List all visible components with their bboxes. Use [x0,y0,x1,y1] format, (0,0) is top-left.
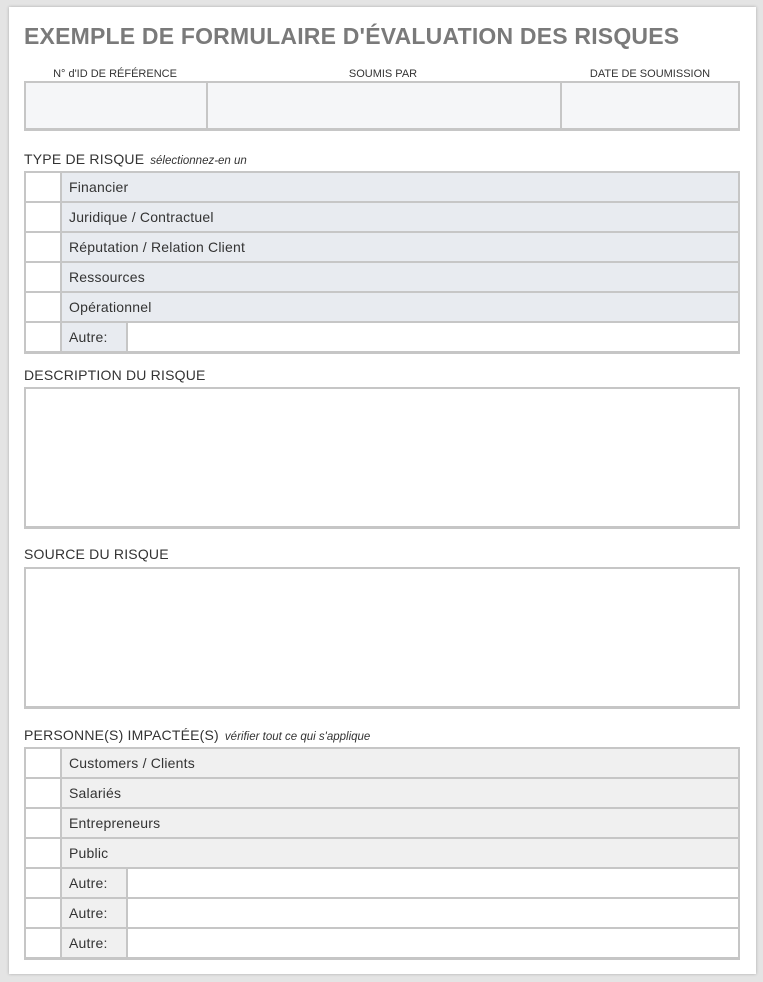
table-row [26,839,738,869]
submission-date-field[interactable] [562,83,738,128]
table-row [26,929,738,957]
table-row [26,869,738,899]
impacted-hint: vérifier tout ce qui s'applique [224,731,371,743]
risk-type-checkbox[interactable] [26,173,62,201]
risk-type-option: Ressources [62,263,738,291]
submitted-by-label: SOUMIS PAR [348,68,418,80]
risk-type-other-field[interactable] [128,323,738,351]
table-row [26,779,738,809]
impacted-other-label: Autre: [62,869,128,897]
impacted-checkbox[interactable] [26,809,62,837]
impacted-checkbox[interactable] [26,839,62,867]
impacted-checkbox[interactable] [26,779,62,807]
form-title: EXEMPLE DE FORMULAIRE D'ÉVALUATION DES RISQUES [24,23,680,49]
impacted-other-label: Autre: [62,899,128,927]
impacted-option: Salariés [62,779,738,807]
impacted-checkbox[interactable] [26,899,62,927]
risk-type-checkbox[interactable] [26,293,62,321]
impacted-option: Public [62,839,738,867]
risk-type-hint: sélectionnez-en un [150,155,247,167]
risk-type-checkbox[interactable] [26,263,62,291]
impacted-other-field[interactable] [128,929,738,957]
risk-type-heading [24,151,247,167]
impacted-other-field[interactable] [128,869,738,897]
header-fields-row [24,81,740,131]
description-field[interactable] [24,387,740,529]
risk-type-checkbox[interactable] [26,323,62,351]
table-row [26,749,738,779]
risk-type-option: Financier [62,173,738,201]
risk-type-table [24,171,740,354]
risk-type-option: Juridique / Contractuel [62,203,738,231]
submission-date-label: DATE DE SOUMISSION [589,68,711,80]
risk-type-checkbox[interactable] [26,233,62,261]
description-label: DESCRIPTION DU RISQUE [24,367,206,383]
impacted-heading [24,727,370,743]
impacted-checkbox[interactable] [26,869,62,897]
impacted-label: PERSONNE(S) IMPACTÉE(S) [24,727,219,743]
risk-type-label: TYPE DE RISQUE [24,151,145,167]
submitted-by-field[interactable] [208,83,562,128]
source-label: SOURCE DU RISQUE [24,546,169,562]
table-row [26,173,738,203]
table-row [26,233,738,263]
table-row [26,899,738,929]
impacted-checkbox[interactable] [26,749,62,777]
table-row [26,323,738,351]
impacted-table [24,747,740,960]
source-field[interactable] [24,567,740,709]
risk-type-option: Réputation / Relation Client [62,233,738,261]
impacted-option: Entrepreneurs [62,809,738,837]
table-row [26,263,738,293]
table-row [26,809,738,839]
form-page [9,7,756,974]
table-row [26,203,738,233]
ref-id-label: N° d'ID DE RÉFÉRENCE [53,68,177,80]
risk-type-option: Opérationnel [62,293,738,321]
impacted-checkbox[interactable] [26,929,62,957]
table-row [26,293,738,323]
risk-type-other-label: Autre: [62,323,128,351]
risk-type-checkbox[interactable] [26,203,62,231]
impacted-other-field[interactable] [128,899,738,927]
ref-id-field[interactable] [26,83,208,128]
impacted-other-label: Autre: [62,929,128,957]
impacted-option: Customers / Clients [62,749,738,777]
